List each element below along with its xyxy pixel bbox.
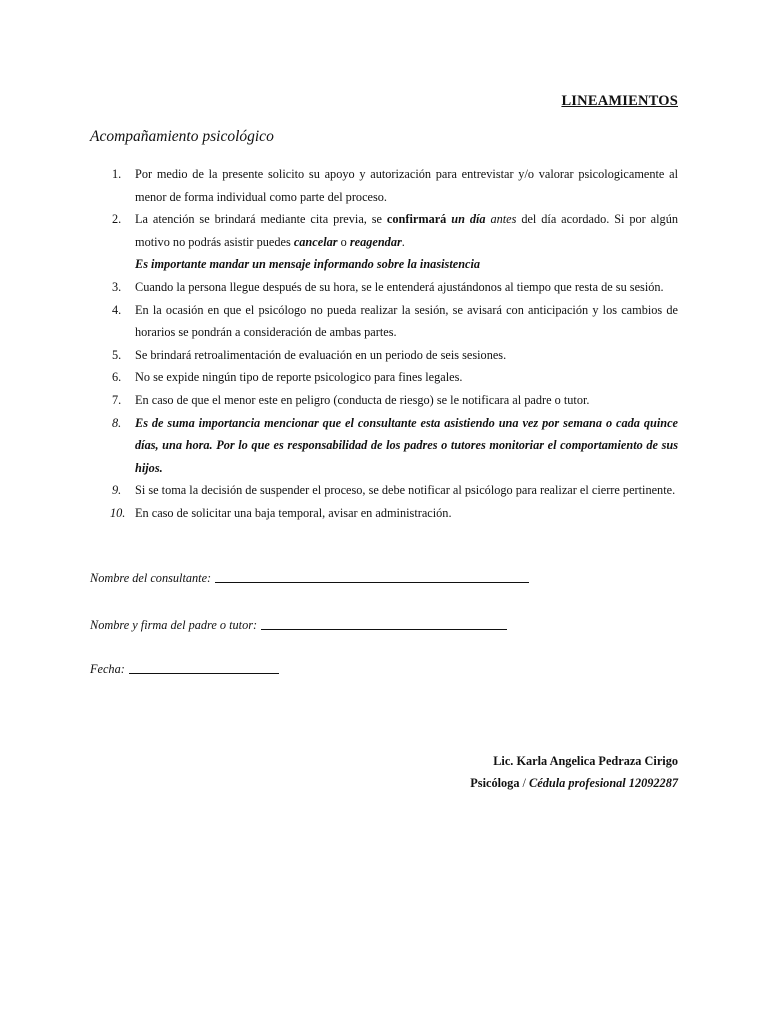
item-text: No se expide ningún tipo de reporte psicologico para fines legales.: [135, 370, 463, 385]
item-text-part: o: [337, 234, 350, 249]
item-text: Es de suma importancia mencionar que el consultante esta asistiendo una vez por semana o cada quince días, una hora. Por lo que es responsabilidad de los padres o tutores monitoriar el comportamiento de sus hijos.: [135, 415, 678, 475]
item-text-bold-italic: reagendar: [349, 234, 402, 249]
item-number: 10.: [110, 505, 126, 520]
date-label: Fecha:: [90, 662, 125, 676]
item-text-part: La atención se brindará mediante cita previa, se: [135, 212, 387, 227]
item-number: 2.: [112, 212, 122, 227]
list-item: [90, 479, 678, 502]
consultant-name-label: Nombre del consultante:: [90, 571, 212, 585]
item-text-part: del día acordado. Si por algún motivo no podrás asistir puedes: [135, 212, 678, 249]
list-item: [90, 412, 678, 480]
signature-block: [470, 750, 678, 794]
list-item: [90, 299, 678, 344]
date-line[interactable]: [129, 672, 279, 674]
item-text-bold-italic: cancelar: [293, 234, 338, 249]
guardian-signature-label: Nombre y firma del padre o tutor:: [90, 618, 258, 632]
guardian-signature-field[interactable]: [90, 618, 507, 633]
document-title: LINEAMIENTOS: [561, 93, 678, 109]
item-number: 9.: [112, 483, 122, 498]
item-number: 6.: [112, 370, 122, 385]
consultant-name-line[interactable]: [215, 581, 529, 583]
signer-separator: /: [519, 776, 530, 790]
item-text: En caso de solicitar una baja temporal, avisar en administración.: [135, 505, 452, 520]
item-text-bold: confirmará: [386, 212, 447, 227]
list-item: [90, 344, 678, 367]
item-text: En la ocasión en que el psicólogo no pueda realizar la sesión, se avisará con anticipación y los cambios de horarios se pondrán a consideración de ambas partes.: [135, 302, 678, 340]
item-note: Es importante mandar un mensaje informando sobre la inasistencia: [135, 257, 481, 272]
item-text: En caso de que el menor este en peligro (conducta de riesgo) se le notificara al padre o tutor.: [135, 392, 590, 407]
item-text: Si se toma la decisión de suspender el proceso, se debe notificar al psicólogo para realizar el cierre pertinente.: [135, 483, 676, 498]
list-item: [90, 366, 678, 389]
consultant-name-field[interactable]: [90, 571, 529, 586]
item-text: Se brindará retroalimentación de evaluación en un periodo de seis sesiones.: [135, 347, 507, 362]
signer-license: Cédula profesional 12092287: [529, 776, 678, 790]
list-item: [90, 389, 678, 412]
item-text-italic: antes: [490, 212, 517, 227]
list-item: [90, 163, 678, 208]
item-text-bold-italic: un día: [451, 212, 486, 227]
item-number: 1.: [112, 167, 122, 181]
item-number: 8.: [112, 415, 122, 430]
item-text-part: .: [401, 234, 405, 249]
guardian-signature-line[interactable]: [261, 628, 507, 630]
item-number: 3.: [112, 279, 122, 294]
item-text: Por medio de la presente solicito su apoyo y autorización para entrevistar y/o valorar psicologicamente al menor de forma individual como parte del proceso.: [135, 167, 678, 204]
guidelines-list: [90, 163, 678, 525]
item-number: 4.: [112, 302, 122, 317]
item-text: Cuando la persona llegue después de su hora, se le entenderá ajustándonos al tiempo que resta de su sesión.: [135, 279, 664, 294]
list-item: [90, 208, 678, 276]
document-subtitle: Acompañamiento psicológico: [90, 128, 274, 145]
list-item: [90, 276, 678, 299]
item-number: 5.: [112, 347, 122, 362]
signer-credentials: [470, 772, 678, 794]
item-number: 7.: [112, 392, 122, 407]
signer-role: Psicóloga: [470, 776, 520, 790]
date-field[interactable]: [90, 662, 279, 677]
signer-name: Lic. Karla Angelica Pedraza Cirigo: [493, 754, 678, 768]
list-item: [90, 502, 678, 525]
